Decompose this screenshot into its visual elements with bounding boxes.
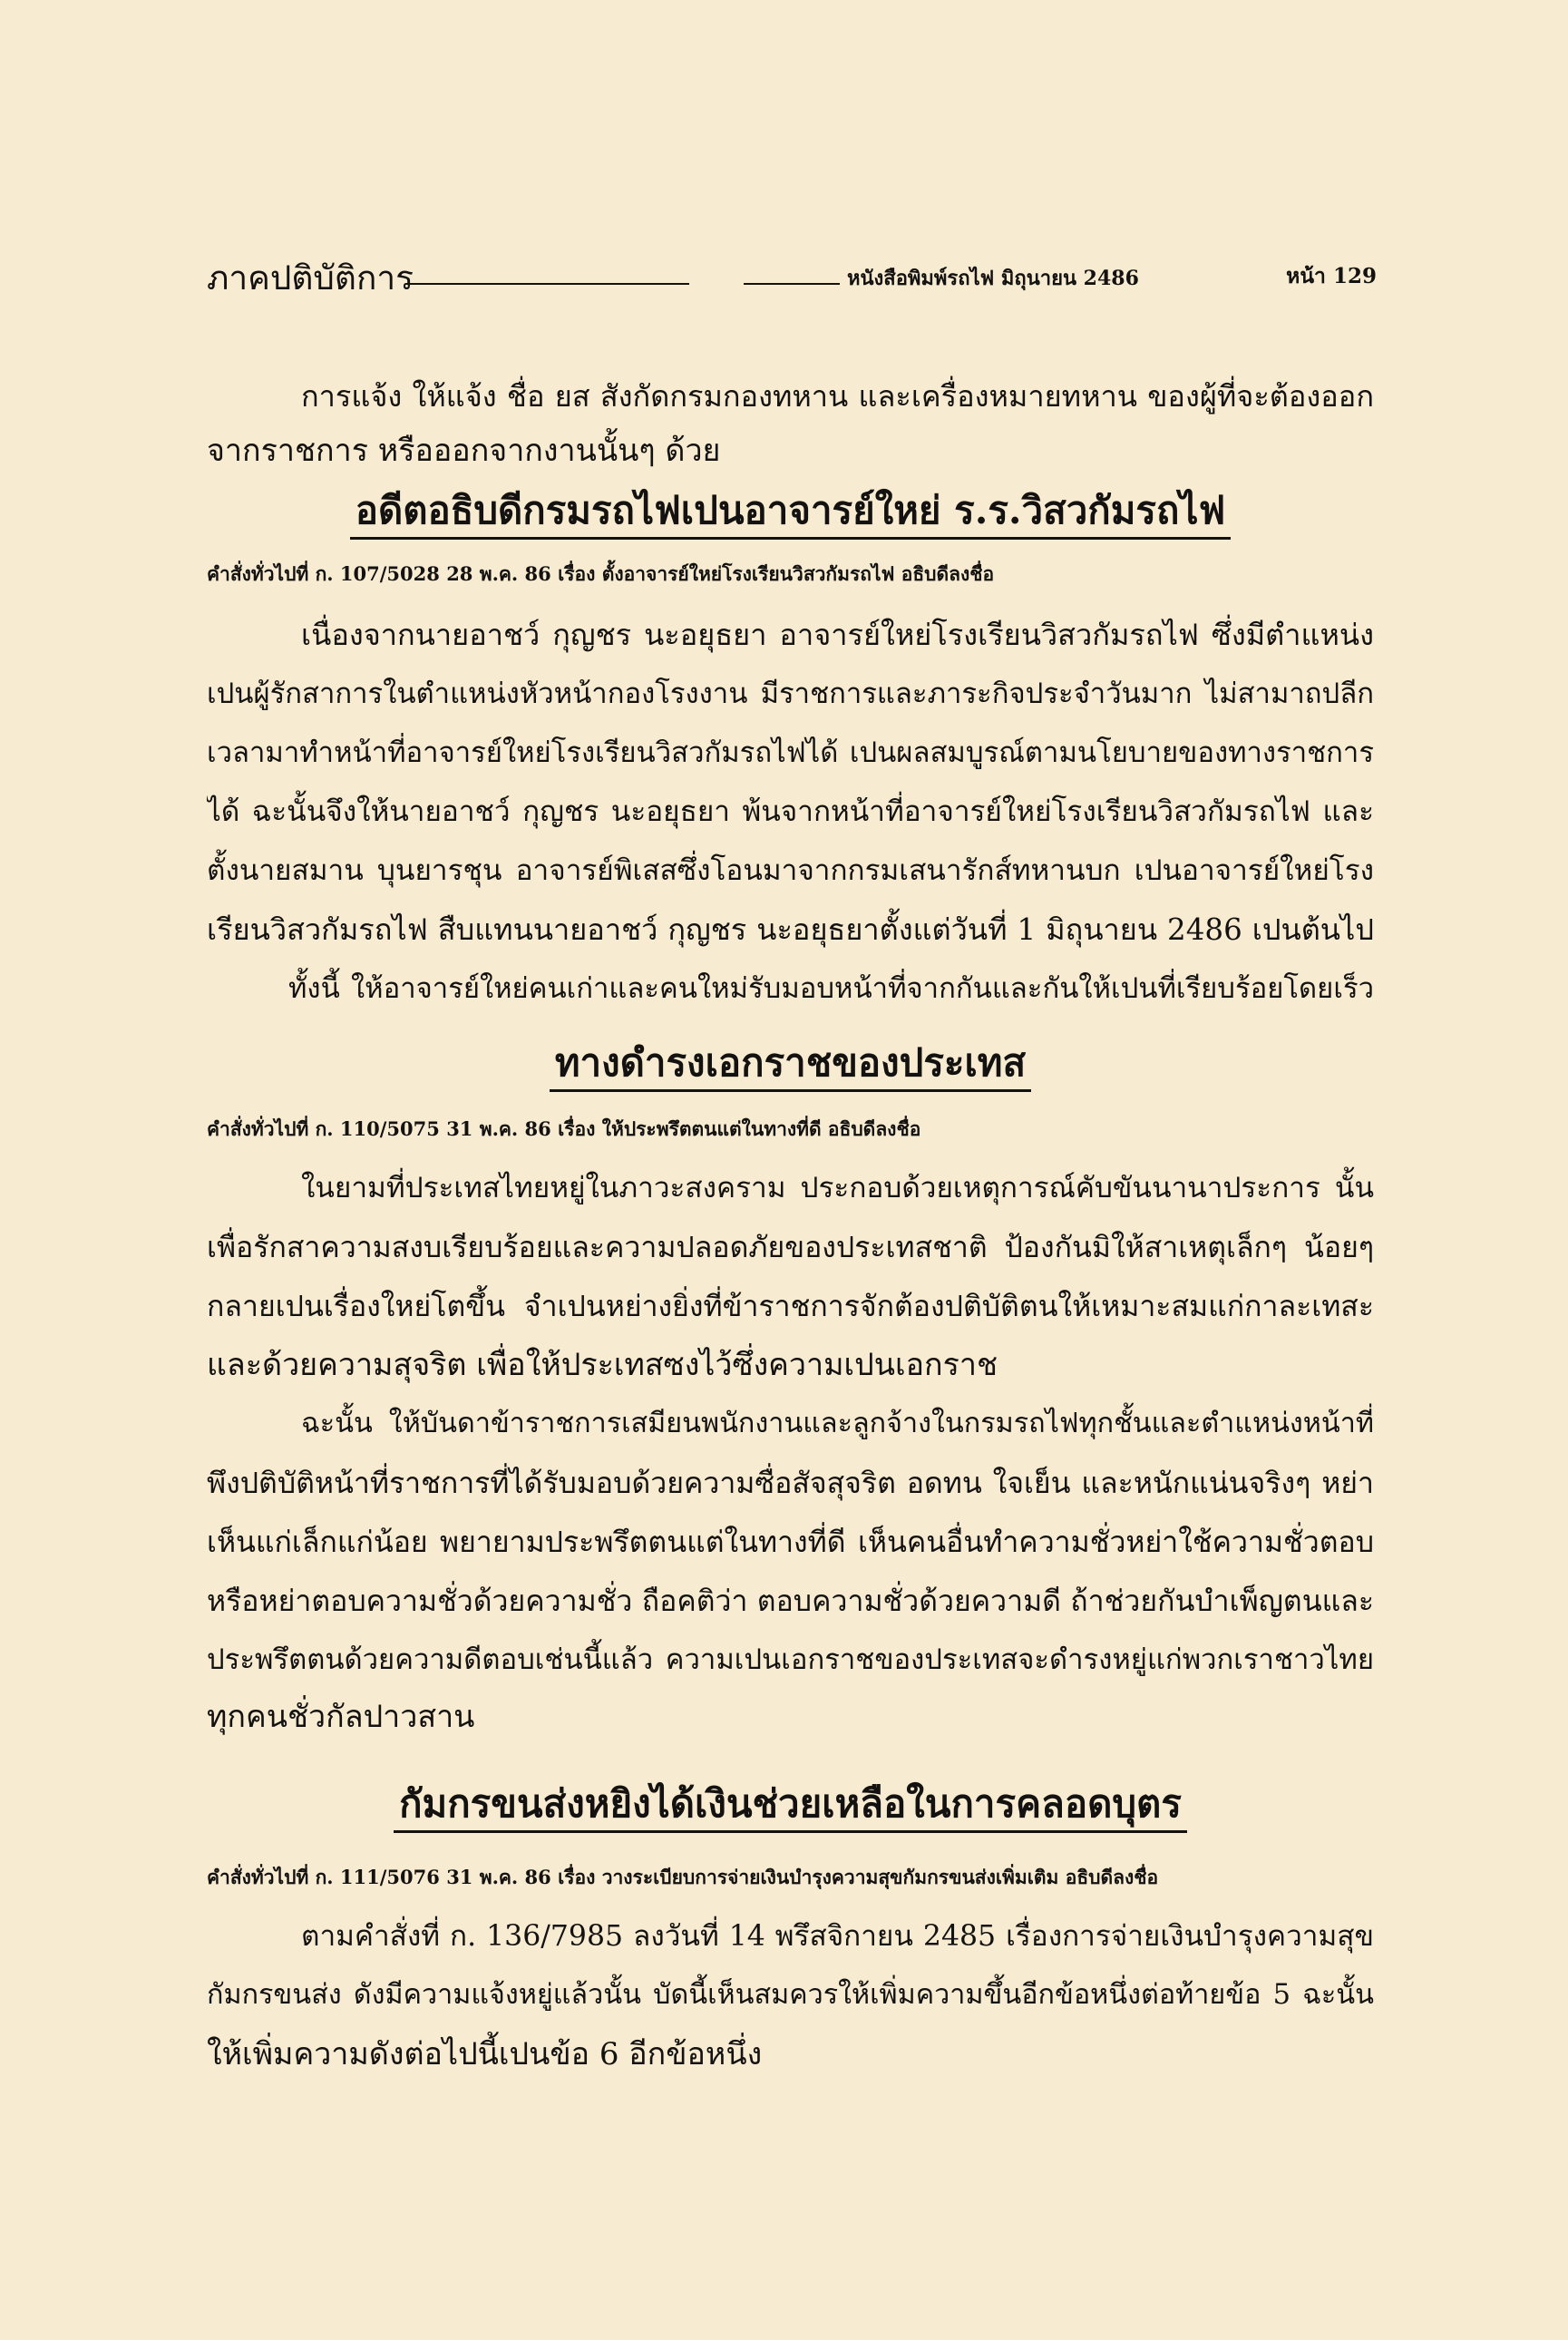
paragraph-line: หรือหย่าตอบความชั่วด้วยความชั่ว ถือคติว่า ตอบความชั่วด้วยความดี ถ้าช่วยกันบำเพ็ญตนและ [207,1584,1374,1618]
paragraph-line: พึงปติบัติหน้าที่ราชการที่ได้รับมอบด้วยความซื่อสัจสุจริต อดทน ใจเย็น และหนักแน่นจริงๆ หย่า [207,1466,1374,1500]
paragraph-line: กลายเปนเรื่องใหย่โตขึ้น จำเปนหย่างยิ่งที่ข้าราชการจักต้องปติบัติตนให้เหมาะสมแก่กาละเทสะ [207,1289,1374,1323]
paragraph-line: ตั้งนายสมาน บุนยารชุน อาจารย์พิเสสซึ่งโอนมาจากกรมเสนารักส์ทหานบก เปนอาจารย์ใหย่โรง [207,854,1374,887]
paragraph-line: ฉะนั้น ให้บันดาข้าราชการเสมียนพนักงานและลูกจ้างในกรมรถไฟทุกชั้นและตำแหน่งหน้าที่ [301,1408,1374,1439]
paragraph-line: และด้วยความสุจริต เพื่อให้ประเทสซงไว้ซึ่งความเปนเอกราช [207,1347,998,1383]
paragraph-line: ได้ ฉะนั้นจึงให้นายอาชว์ กุญชร นะอยุธยา พ้นจากหน้าที่อาจารย์ใหย่โรงเรียนวิสวกัมรถไฟ และ [207,795,1374,828]
article-heading [207,1779,1374,1839]
order-reference: คำสั่งทั่วไปที่ ก. 110/5075 31 พ.ค. 86 เรื่อง ให้ประพรึตตนแต่ในทางที่ดี อธิบดีลงชื่อ [207,1117,921,1140]
header-rule-gap [689,283,744,286]
article-title: กัมกรขนส่งหยิงได้เงินช่วยเหลือในการคลอดบุตร [394,1779,1187,1833]
paragraph-line: ในยามที่ประเทสไทยหยู่ในภาวะสงคราม ประกอบด้วยเหตุการณ์คับขันนานาประการ นั้น [301,1172,1374,1204]
order-reference: คำสั่งทั่วไปที่ ก. 111/5076 31 พ.ค. 86 เรื่อง วางระเบียบการจ่ายเงินบำรุงความสุขกัมกรขนส่งเพิ่มเติม อธิบดีลงชื่อ [207,1866,1159,1888]
paragraph-line: เรียนวิสวกัมรถไฟ สืบแทนนายอาชว์ กุญชร นะอยุธยาตั้งแต่วันที่ 1 มิถุนายน 2486 เปนต้นไป [207,912,1374,947]
paragraph-line: ทั้งนี้ ให้อาจารย์ใหย่คนเก่าและคนใหม่รับมอบหน้าที่จากกันและกันให้เปนที่เรียบร้อยโดยเร็ว [288,972,1374,1005]
paragraph-line: ตามคำสั่งที่ ก. 136/7985 ลงวันที่ 14 พรึสจิกายน 2485 เรื่องการจ่ายเงินบำรุงความสุข [301,1920,1374,1953]
publication-name: หนังสือพิมพ์รถไฟ มิถุนายน 2486 [847,267,1139,290]
article-title: ทางดำรงเอกราชของประเทส [550,1038,1031,1092]
paragraph-line: เนื่องจากนายอาชว์ กุญชร นะอยุธยา อาจารย์ใหย่โรงเรียนวิสวกัมรถไฟ ซึ่งมีตำแหน่ง [301,618,1374,652]
paragraph-line: เปนผู้รักสาการในตำแหน่งหัวหน้ากองโรงงาน มีราชการและภาระกิจประจำวันมาก ไม่สามาถปลีก [207,678,1374,710]
paragraph-line: การแจ้ง ให้แจ้ง ชื่อ ยส สังกัดกรมกองทหาน และเครื่องหมายทหาน ของผู้ที่จะต้องออก [301,379,1374,414]
paragraph-line: ประพรึตตนด้วยความดีตอบเช่นนี้แล้ว ความเปนเอกราชของประเทสจะดำรงหยู่แก่พวกเราชาวไทย [207,1643,1374,1676]
paragraph-line: เวลามาทำหน้าที่อาจารย์ใหย่โรงเรียนวิสวกัมรถไฟได้ เปนผลสมบูรณ์ตามนโยบายของทางราชการ [207,736,1374,769]
paragraph-line: ให้เพิ่มความดังต่อไปนี้เปนข้อ 6 อีกข้อหนึ่ง [207,2036,763,2072]
paragraph-line: จากราชการ หรือออกจากงานนั้นๆ ด้วย [207,433,721,469]
article-heading [207,486,1374,546]
paragraph-line: กัมกรขนส่ง ดังมีความแจ้งหยู่แล้วนั้น บัดนี้เห็นสมควรให้เพิ่มความขึ้นอีกข้อหนึ่งต่อท้ายข้อ 5 ฉะนั้น [207,1979,1374,2011]
section-title: ภาคปติบัติการ [207,258,414,297]
paragraph-line: เห็นแก่เล็กแก่น้อย พยายามประพรึตตนแต่ในทางที่ดี เห็นคนอื่นทำความชั่วหย่าใช้ความชั่วตอบ [207,1525,1374,1559]
order-reference: คำสั่งทั่วไปที่ ก. 107/5028 28 พ.ค. 86 เรื่อง ตั้งอาจารย์ใหย่โรงเรียนวิสวกัมรถไฟ อธิบดีลงชื่อ [207,562,995,585]
article-title: อดีตอธิบดีกรมรถไฟเปนอาจารย์ใหย่ ร.ร.วิสวกัมรถไฟ [350,486,1232,540]
article-heading [207,1038,1374,1098]
paragraph-line: เพื่อรักสาความสงบเรียบร้อยและความปลอดภัยของประเทสชาติ ป้องกันมิให้สาเหตุเล็กๆ น้อยๆ [207,1230,1374,1264]
paragraph-line: ทุกคนชั่วกัลปาวสาน [207,1699,475,1735]
page-number: หน้า 129 [1286,264,1377,288]
header-rule [406,283,840,285]
